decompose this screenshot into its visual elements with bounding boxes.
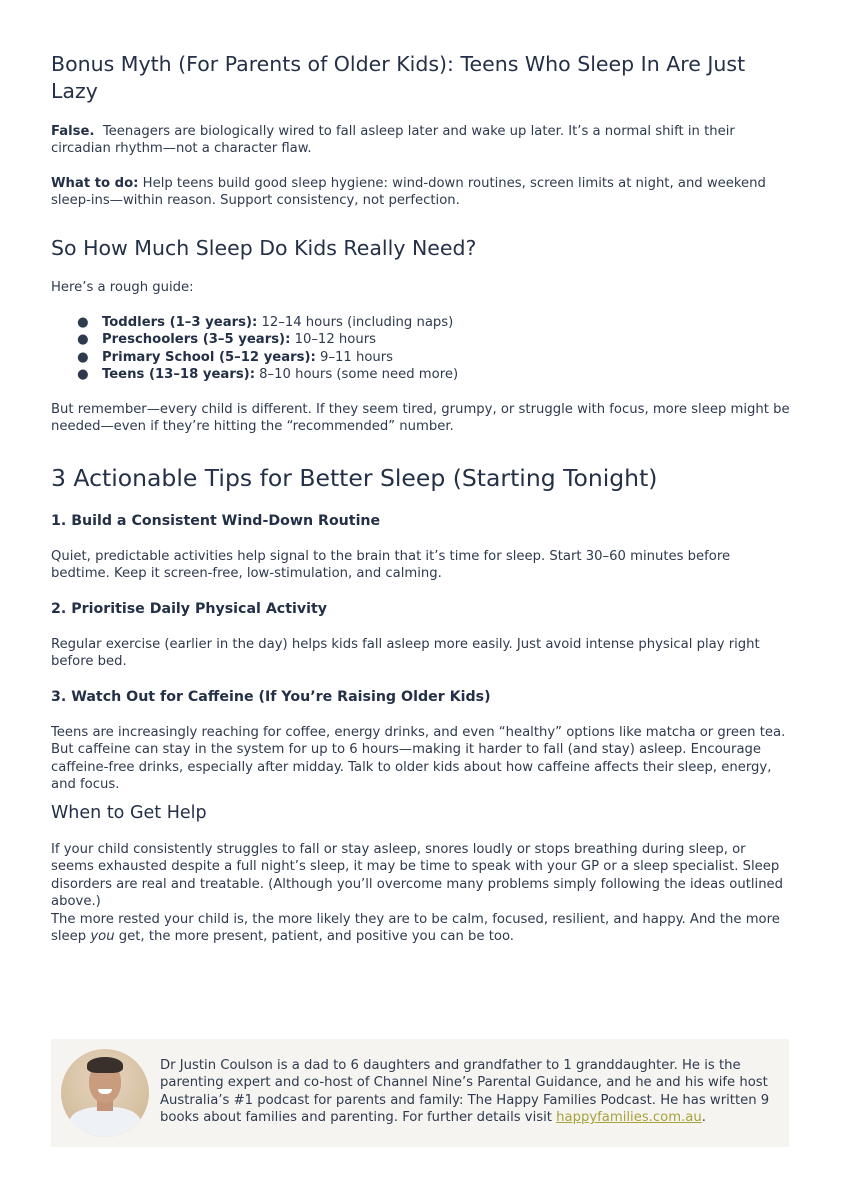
tip2-title: 2. Prioritise Daily Physical Activity bbox=[51, 601, 327, 617]
sleep-need-note: But remember—every child is different. If they seem tired, grumpy, or struggle with focus, more sleep might be needed—even if they’re hitting the “recommended” number. bbox=[51, 402, 790, 435]
bullet-icon: ● bbox=[77, 332, 89, 348]
list-item-value: 10–12 hours bbox=[294, 332, 376, 348]
help-text: If your child consistently struggles to fall or stay asleep, snores loudly or stops breathing during sleep, or seems exhausted despite a full night’s sleep, it may be time to speak with your GP or a sleep specialist. Sleep disorders are real and treatable. (Although you’ll overcome many problems simply following the ideas outlined above.) bbox=[51, 842, 784, 910]
help-heading: When to Get Help bbox=[51, 803, 207, 823]
list-item-label: Primary School (5–12 years): bbox=[102, 349, 316, 365]
bonus-myth-false-paragraph bbox=[51, 123, 791, 158]
author-bio-box bbox=[51, 1039, 789, 1147]
sleep-need-heading: So How Much Sleep Do Kids Really Need? bbox=[51, 236, 477, 260]
todo-label: What to do: bbox=[51, 176, 139, 191]
list-item bbox=[51, 349, 791, 366]
sleep-need-intro: Here’s a rough guide: bbox=[51, 280, 194, 295]
tips-heading: 3 Actionable Tips for Better Sleep (Starting Tonight) bbox=[51, 464, 658, 492]
tip1-title: 1. Build a Consistent Wind-Down Routine bbox=[51, 513, 381, 529]
false-label: False. bbox=[51, 124, 95, 139]
tip3-title: 3. Watch Out for Caffeine (If You’re Raising Older Kids) bbox=[51, 689, 491, 705]
closing-text-a: The more rested your child is, the more likely they are to be calm, focused, resilient, and happy. And the more sleep bbox=[51, 912, 780, 945]
false-text: Teenagers are biologically wired to fall asleep later and wake up later. It’s a normal shift in their circadian rhythm—not a character flaw. bbox=[51, 124, 735, 157]
bio-body: Dr Justin Coulson is a dad to 6 daughters and grandfather to 1 granddaughter. He is the parenting expert and co-host of Channel Nine’s Parental Guidance, and he and his wife host Australia’s #1 podcast for parents and family: The Happy Families Podcast. He has written 9 books about families and parenting. For further details visit bbox=[160, 1058, 770, 1126]
list-item-value: 8–10 hours (some need more) bbox=[259, 367, 459, 383]
author-avatar bbox=[61, 1049, 149, 1137]
bullet-icon: ● bbox=[77, 349, 89, 365]
bonus-myth-todo-paragraph bbox=[51, 175, 791, 210]
bonus-myth-heading: Bonus Myth (For Parents of Older Kids): Teens Who Sleep In Are Just Lazy bbox=[51, 52, 746, 103]
tip3-text: Teens are increasingly reaching for coffee, energy drinks, and even “healthy” options like matcha or green tea. But caffeine can stay in the system for up to 6 hours—making it harder to fall (and stay) asleep. Encourage caffeine-free drinks, especially after midday. Talk to older kids about how caffeine affects their sleep, energy, and focus. bbox=[51, 725, 786, 793]
sleep-guide-list bbox=[51, 314, 791, 384]
list-item bbox=[51, 331, 791, 348]
bio-end: . bbox=[701, 1110, 706, 1126]
list-item bbox=[51, 366, 791, 383]
tip1-text: Quiet, predictable activities help signal to the brain that it’s time for sleep. Start 30–60 minutes before bedtime. Keep it screen-free, low-stimulation, and calming. bbox=[51, 549, 731, 582]
author-bio-text bbox=[160, 1057, 785, 1127]
website-link[interactable]: happyfamilies.com.au bbox=[556, 1110, 702, 1126]
todo-text: Help teens build good sleep hygiene: wind-down routines, screen limits at night, and weekend sleep-ins—within reason. Support consistency, not perfection. bbox=[51, 176, 766, 209]
list-item-value: 9–11 hours bbox=[320, 349, 394, 365]
bullet-icon: ● bbox=[77, 367, 89, 383]
bullet-icon: ● bbox=[77, 315, 89, 330]
list-item bbox=[51, 314, 791, 331]
tip2-text: Regular exercise (earlier in the day) helps kids fall asleep more easily. Just avoid intense physical play right before bed. bbox=[51, 637, 760, 670]
closing-paragraph bbox=[51, 911, 791, 946]
list-item-value: 12–14 hours (including naps) bbox=[261, 315, 454, 330]
list-item-label: Teens (13–18 years): bbox=[102, 367, 255, 383]
list-item-label: Toddlers (1–3 years): bbox=[102, 315, 258, 330]
list-item-label: Preschoolers (3–5 years): bbox=[102, 332, 291, 348]
closing-emphasis: you bbox=[90, 929, 115, 945]
closing-text-b: get, the more present, patient, and positive you can be too. bbox=[118, 929, 514, 945]
